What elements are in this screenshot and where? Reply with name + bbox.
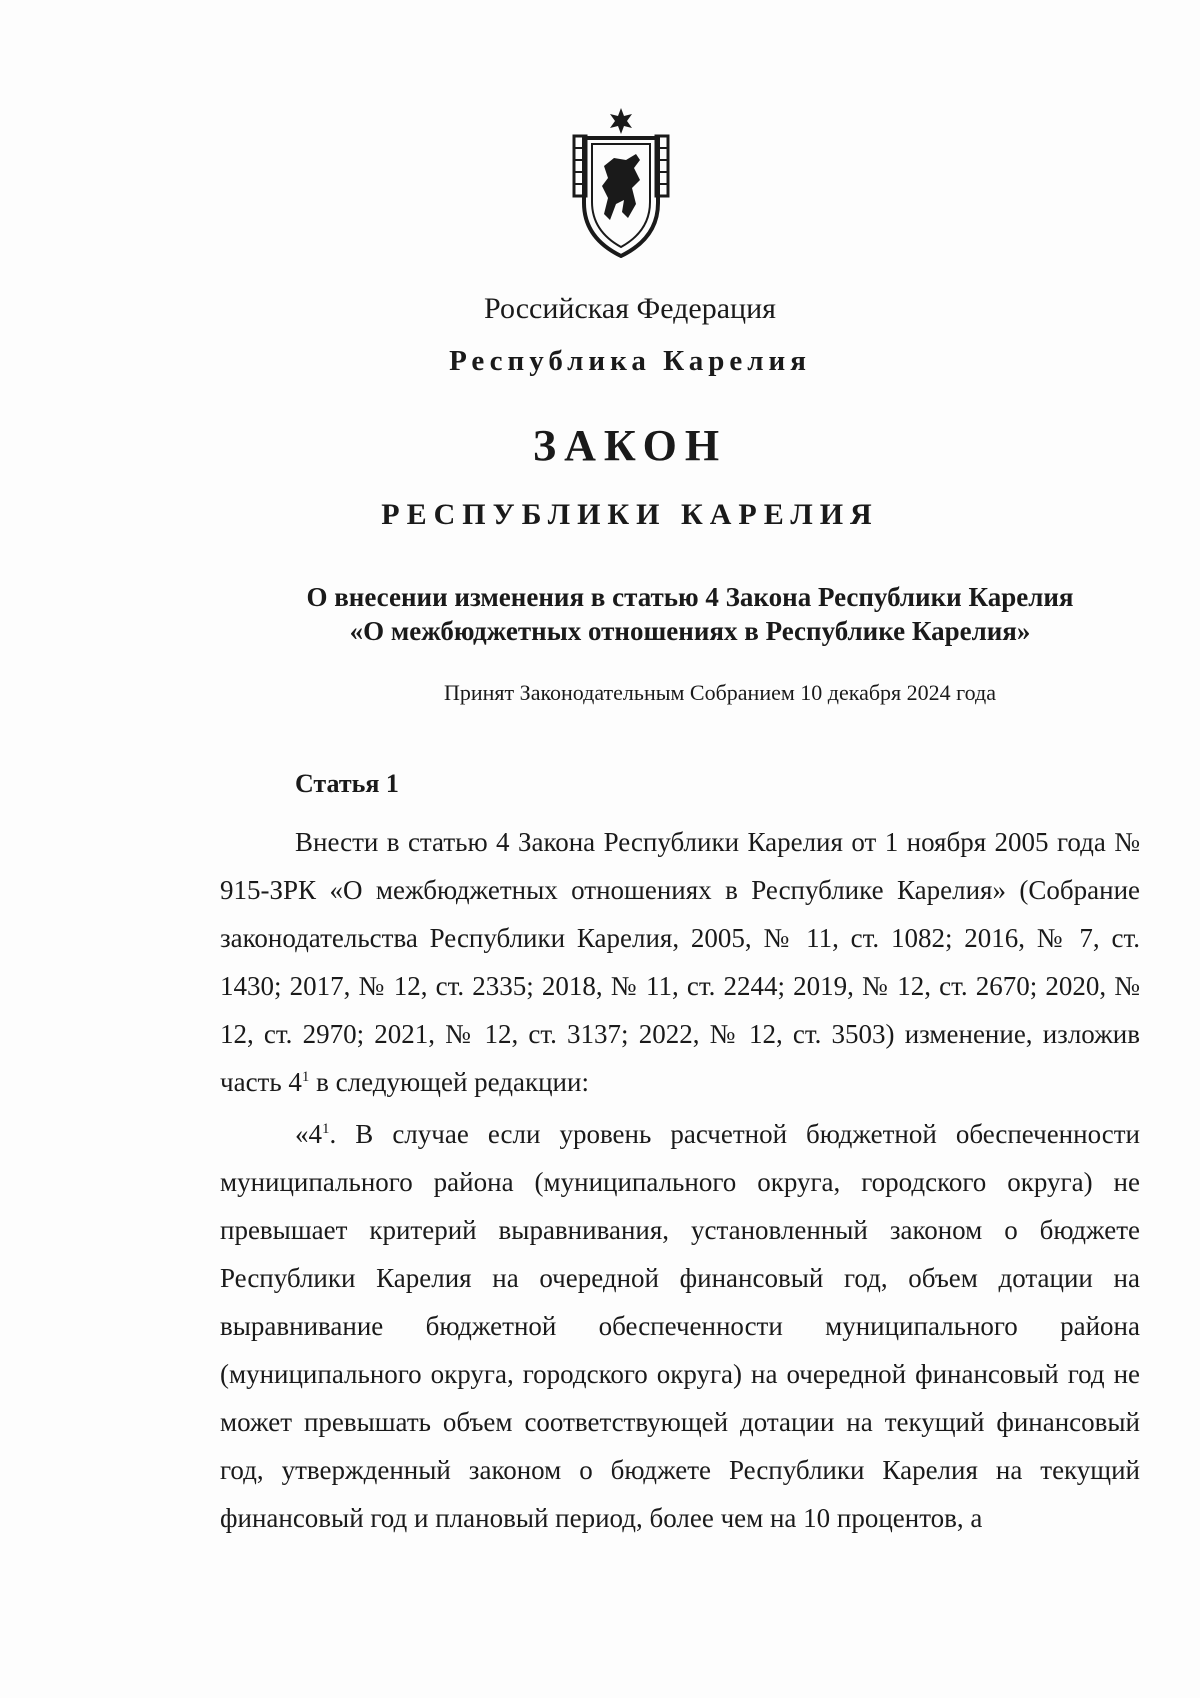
- country-name: Российская Федерация: [484, 292, 776, 325]
- law-subtitle: РЕСПУБЛИКИ КАРЕЛИЯ: [381, 498, 879, 531]
- republic-name: Республика Карелия: [449, 345, 811, 377]
- superscript: 1: [301, 1069, 310, 1085]
- article-heading: Статья 1: [295, 769, 399, 798]
- paragraph-1-text: Внести в статью 4 Закона Республики Карелия от 1 ноября 2005 года № 915-ЗРК «О межбюджетных отношениях в Республике Карелия» (Собрание законодательства Республики Карелия, 2005, № 11, ст. 1082; 2016, № 7, ст. 1430; 2017, № 12, ст. 2335; 2018, № 11, ст. 2244; 2019, № 12, ст. 2670; 2020, № 12, ст. 2970; 2021, № 12, ст. 3137; 2022, № 12, ст. 3503) изменение, изложив часть 4: [220, 827, 1140, 1097]
- paragraph-1-tail: в следующей редакции:: [309, 1067, 589, 1097]
- karelia-coat-of-arms-icon: [570, 108, 672, 258]
- law-title: ЗАКОН: [532, 421, 728, 470]
- law-name-line1: О внесении изменения в статью 4 Закона Республики Карелия: [306, 582, 1074, 612]
- law-name-line2: «О межбюджетных отношениях в Республике Карелия»: [349, 616, 1031, 646]
- article-paragraph-1: [220, 818, 1140, 1106]
- law-name: [90, 580, 1200, 648]
- adoption-note: Принят Законодательным Собранием 10 декабря 2024 года: [444, 680, 996, 705]
- paragraph-2-open: «4: [295, 1119, 322, 1149]
- paragraph-2-text: . В случае если уровень расчетной бюджетной обеспеченности муниципального района (муниципального округа, городского округа) не превышает критерий выравнивания, установленный законом о бюджете Республики Карелия на очередной финансовый год, объем дотации на выравнивание бюджетной обеспеченности муниципального района (муниципального округа, городского округа) на очередной финансовый год не может превышать объем соответствующей дотации на текущий финансовый год, утвержденный законом о бюджете Республики Карелия на текущий финансовый год и плановый период, более чем на 10 процентов, а: [220, 1119, 1140, 1533]
- superscript: 1: [322, 1121, 330, 1137]
- article-paragraph-2: [220, 1110, 1140, 1542]
